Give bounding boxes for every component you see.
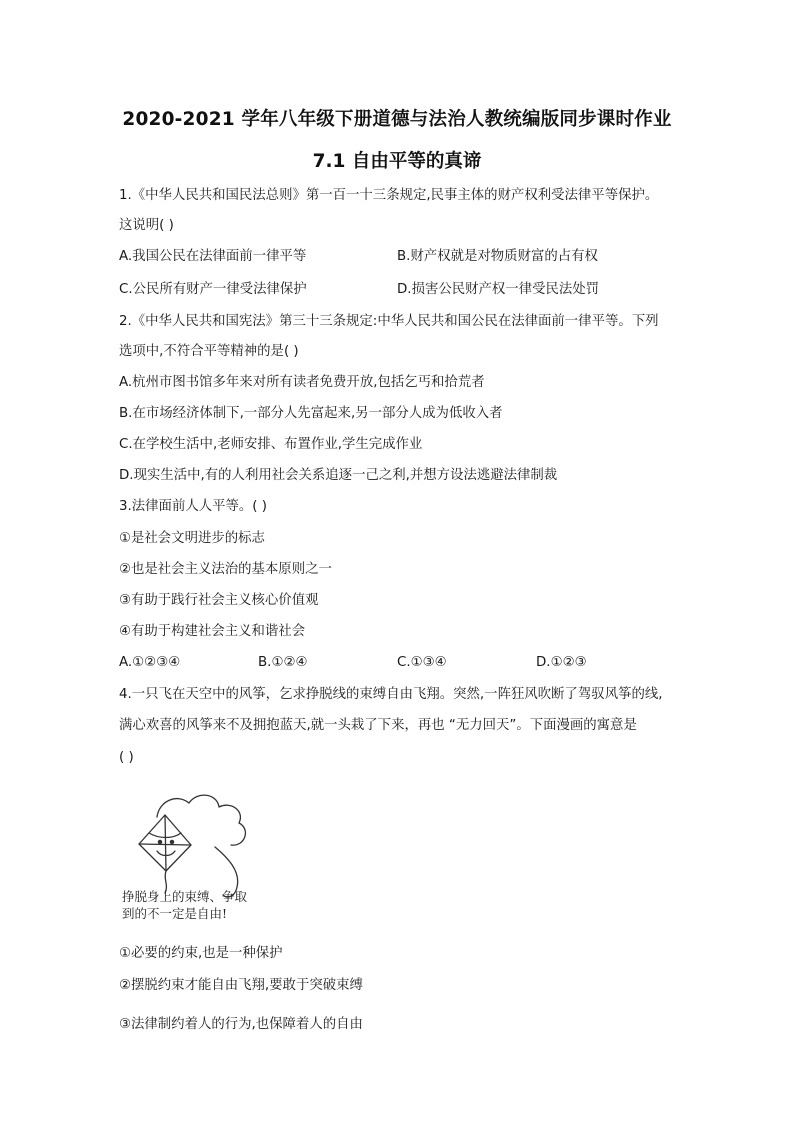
cartoon-caption-line-2: 到的不一定是自由! — [122, 906, 228, 921]
q3-item-2: ②也是社会主义法治的基本原则之一 — [119, 562, 332, 577]
q3-option-d: D.①②③ — [536, 655, 587, 670]
q1-stem-line-2: 这说明( ) — [119, 218, 174, 233]
q3-option-c: C.①③④ — [397, 655, 447, 670]
q1-option-b: B.财产权就是对物质财富的占有权 — [397, 249, 598, 264]
q2-stem-line-2: 选项中,不符合平等精神的是( ) — [119, 344, 299, 359]
q3-stem: 3.法律面前人人平等。( ) — [119, 499, 267, 514]
q3-option-a: A.①②③④ — [119, 655, 181, 670]
q3-item-1: ①是社会文明进步的标志 — [119, 531, 265, 546]
q4-item-2: ②摆脱约束才能自由飞翔,要敢于突破束缚 — [119, 978, 363, 993]
q2-option-a: A.杭州市图书馆多年来对所有读者免费开放,包括乞丐和拾荒者 — [119, 375, 485, 390]
q2-option-d: D.现实生活中,有的人利用社会关系追逐一己之利,并想方设法逃避法律制裁 — [119, 468, 558, 483]
document-title: 2020-2021 学年八年级下册道德与法治人教统编版同步课时作业 — [122, 109, 672, 130]
lesson-subtitle: 7.1 自由平等的真谛 — [312, 151, 482, 172]
q4-stem-line-2: 满心欢喜的风筝来不及拥抱蓝天,就一头栽了下来，再也 “无力回天”。下面漫画的寓意是 — [119, 718, 637, 733]
cartoon-caption-line-1: 挣脱身上的束缚、争取 — [122, 889, 248, 904]
q3-item-3: ③有助于践行社会主义核心价值观 — [119, 593, 319, 608]
q1-option-a: A.我国公民在法律面前一律平等 — [119, 249, 307, 264]
q3-option-b: B.①②④ — [258, 655, 308, 670]
q2-option-c: C.在学校生活中,老师安排、布置作业,学生完成作业 — [119, 437, 423, 452]
q2-stem-line-1: 2.《中华人民共和国宪法》第三十三条规定:中华人民共和国公民在法律面前一律平等。下列 — [119, 314, 659, 329]
q4-stem-line-3: ( ) — [119, 750, 134, 765]
q1-option-d: D.损害公民财产权一律受民法处罚 — [397, 282, 600, 297]
q4-item-1: ①必要的约束,也是一种保护 — [119, 946, 283, 961]
q1-stem-line-1: 1.《中华人民共和国民法总则》第一百一十三条规定,民事主体的财产权利受法律平等保护。 — [119, 188, 659, 203]
q2-option-b: B.在市场经济体制下,一部分人先富起来,另一部分人成为低收入者 — [119, 406, 503, 421]
q4-stem-line-1: 4.一只飞在天空中的风筝，乞求挣脱线的束缚自由飞翔。突然,一阵狂风吹断了驾驭风筝的线, — [119, 687, 663, 702]
q3-item-4: ④有助于构建社会主义和谐社会 — [119, 624, 306, 639]
q1-option-c: C.公民所有财产一律受法律保护 — [119, 282, 307, 297]
q4-item-3: ③法律制约着人的行为,也保障着人的自由 — [119, 1017, 363, 1032]
